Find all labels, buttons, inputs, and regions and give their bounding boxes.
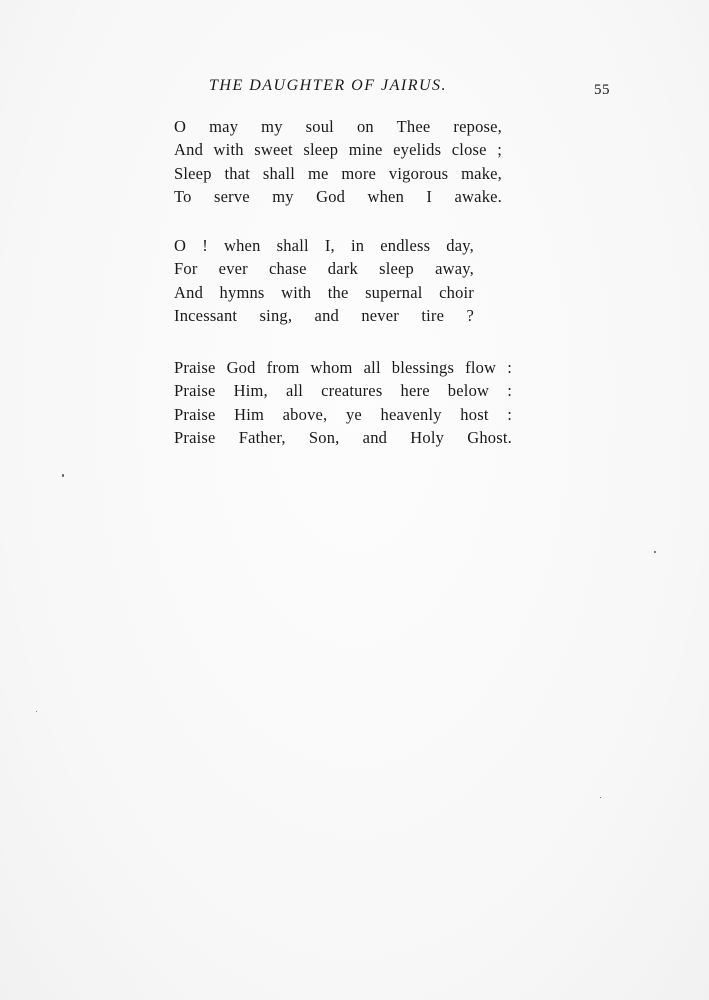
verse-line: O may my soul on Thee repose,	[174, 117, 502, 136]
verse-line: And hymns with the supernal choir	[174, 282, 474, 302]
verse-line: Incessant sing, and never tire ?	[174, 305, 474, 325]
verse-line: Praise Father, Son, and Holy Ghost.	[174, 427, 512, 447]
verse-line: Praise God from whom all blessings flow :	[174, 358, 512, 377]
running-title: THE DAUGHTER OF JAIRUS.	[209, 77, 448, 94]
paper-speck	[600, 797, 601, 798]
verse-line: To serve my God when I awake.	[174, 186, 502, 206]
verse-line: Praise Him above, ye heavenly host :	[174, 404, 512, 424]
stanza-3	[174, 356, 512, 449]
paper-speck	[36, 711, 37, 712]
stanza-2	[174, 234, 474, 327]
verse-line: For ever chase dark sleep away,	[174, 259, 474, 279]
verse-line: Sleep that shall me more vigorous make,	[174, 163, 502, 183]
page-number: 55	[594, 82, 610, 98]
paper-speck	[62, 474, 64, 477]
verse-line: Praise Him, all creatures here below :	[174, 381, 512, 401]
verse-line: And with sweet sleep mine eyelids close ;	[174, 140, 502, 160]
paper-speck	[654, 551, 656, 553]
stanza-1	[174, 115, 502, 208]
verse-line: O ! when shall I, in endless day,	[174, 236, 474, 255]
running-head	[0, 77, 709, 101]
